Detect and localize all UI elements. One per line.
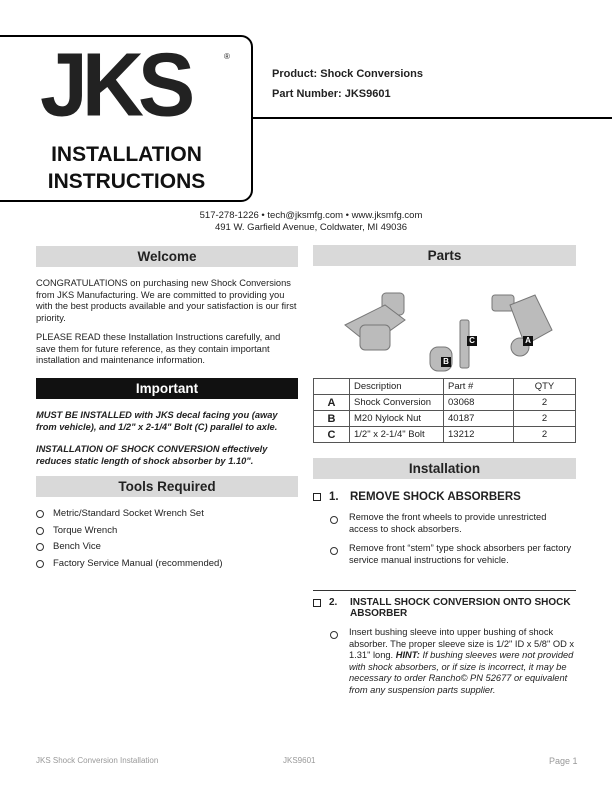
footer-part: JKS9601 <box>283 756 316 765</box>
step-1-title <box>313 491 576 503</box>
step-2-item <box>330 627 575 696</box>
cell: 2 <box>514 411 576 427</box>
hint-label: HINT: <box>395 650 420 660</box>
tools-list <box>36 506 298 573</box>
cell: B <box>314 411 350 427</box>
checkbox-icon[interactable] <box>313 599 321 607</box>
parts-header: Parts <box>313 245 576 266</box>
title-line2: INSTRUCTIONS <box>47 170 206 193</box>
checkbox-icon[interactable] <box>313 493 321 501</box>
step-2-title <box>313 597 576 619</box>
bullet-icon <box>36 543 44 551</box>
tools-header: Tools Required <box>36 476 298 497</box>
table-header <box>314 379 576 395</box>
important-p1: MUST BE INSTALLED with JKS decal facing you (away from vehicle), and 1/2" x 2-1/4" Bolt (C) parallel to axle. <box>36 410 278 432</box>
header-divider <box>253 117 612 119</box>
product-name: Product: Shock Conversions <box>272 68 423 80</box>
step-title: REMOVE SHOCK ABSORBERS <box>350 491 521 503</box>
col-header: QTY <box>514 379 576 395</box>
list-item <box>36 556 298 573</box>
col-header <box>314 379 350 395</box>
item-text: Insert bushing sleeve into upper bushing of shock absorber. The proper sleeve size is 1/2" ID x 5/8" OD x 1.31" long. <box>349 627 575 660</box>
cell: 13212 <box>444 427 514 443</box>
table-row <box>314 395 576 411</box>
welcome-p2: PLEASE READ these Installation Instructions carefully, and save them for future reference, as they contain important installation and maintenance information. <box>36 332 281 365</box>
contact-line: 517-278-1226 • tech@jksmfg.com • www.jksmfg.com <box>199 210 423 221</box>
hint-text: If bushing sleeves were not provided with shock absorbers, or if size is incorrect, it may be necessary to order Rancho© PN 52677 or equivalent from any suspension parts supplier. <box>349 650 574 695</box>
cell: 2 <box>514 395 576 411</box>
cell: C <box>314 427 350 443</box>
welcome-header: Welcome <box>36 246 298 267</box>
item-text: Remove the front wheels to provide unrestricted access to shock absorbers. <box>349 512 547 534</box>
bullet-icon <box>330 547 338 555</box>
cell: A <box>314 395 350 411</box>
step-divider <box>313 590 576 591</box>
tool-label: Metric/Standard Socket Wrench Set <box>53 508 204 519</box>
bullet-icon <box>36 560 44 568</box>
cell: 40187 <box>444 411 514 427</box>
list-item <box>36 506 298 523</box>
footer-title: JKS Shock Conversion Installation <box>36 756 159 765</box>
item-text: Remove front “stem” type shock absorbers per factory service manual instructions for vehicle. <box>349 543 572 565</box>
list-item <box>36 539 298 556</box>
cell: 2 <box>514 427 576 443</box>
tag-c: C <box>467 336 477 346</box>
step-number: 1. <box>329 491 339 503</box>
tag-b: B <box>441 357 451 367</box>
step-title: INSTALL SHOCK CONVERSION ONTO SHOCK ABSORBER <box>350 597 571 619</box>
important-header: Important <box>36 378 298 399</box>
cell: Shock Conversion <box>350 395 444 411</box>
address-line: 491 W. Garfield Avenue, Coldwater, MI 49036 <box>214 222 408 233</box>
tool-label: Bench Vice <box>53 541 101 553</box>
step-number: 2. <box>329 597 338 608</box>
list-item <box>36 523 298 540</box>
bullet-icon <box>330 631 338 639</box>
welcome-p1: CONGRATULATIONS on purchasing new Shock Conversions from JKS Manufacturing. We are committed to providing you with the best products available and your satisfaction is our first priority. <box>36 278 297 323</box>
bullet-icon <box>36 527 44 535</box>
step-1-item <box>330 512 575 535</box>
bullet-icon <box>36 510 44 518</box>
footer-page: Page 1 <box>549 756 578 766</box>
jks-logo: JKS <box>40 34 190 136</box>
table-row <box>314 427 576 443</box>
important-p2: INSTALLATION OF SHOCK CONVERSION effectively reduces static length of shock absorber by 1.10". <box>36 444 268 466</box>
table-row <box>314 411 576 427</box>
tag-a: A <box>523 336 533 346</box>
col-header: Description <box>350 379 444 395</box>
tool-label: Factory Service Manual (recommended) <box>53 558 223 570</box>
tool-label: Torque Wrench <box>53 524 118 536</box>
parts-table <box>313 378 576 443</box>
bullet-icon <box>330 516 338 524</box>
part-number: Part Number: JKS9601 <box>272 88 391 100</box>
registered-mark: ® <box>224 52 230 61</box>
col-header: Part # <box>444 379 514 395</box>
cell: M20 Nylock Nut <box>350 411 444 427</box>
step-1-item <box>330 543 575 566</box>
installation-header: Installation <box>313 458 576 479</box>
cell: 1/2" x 2-1/4" Bolt <box>350 427 444 443</box>
cell: 03068 <box>444 395 514 411</box>
title-line1: INSTALLATION <box>51 143 202 166</box>
